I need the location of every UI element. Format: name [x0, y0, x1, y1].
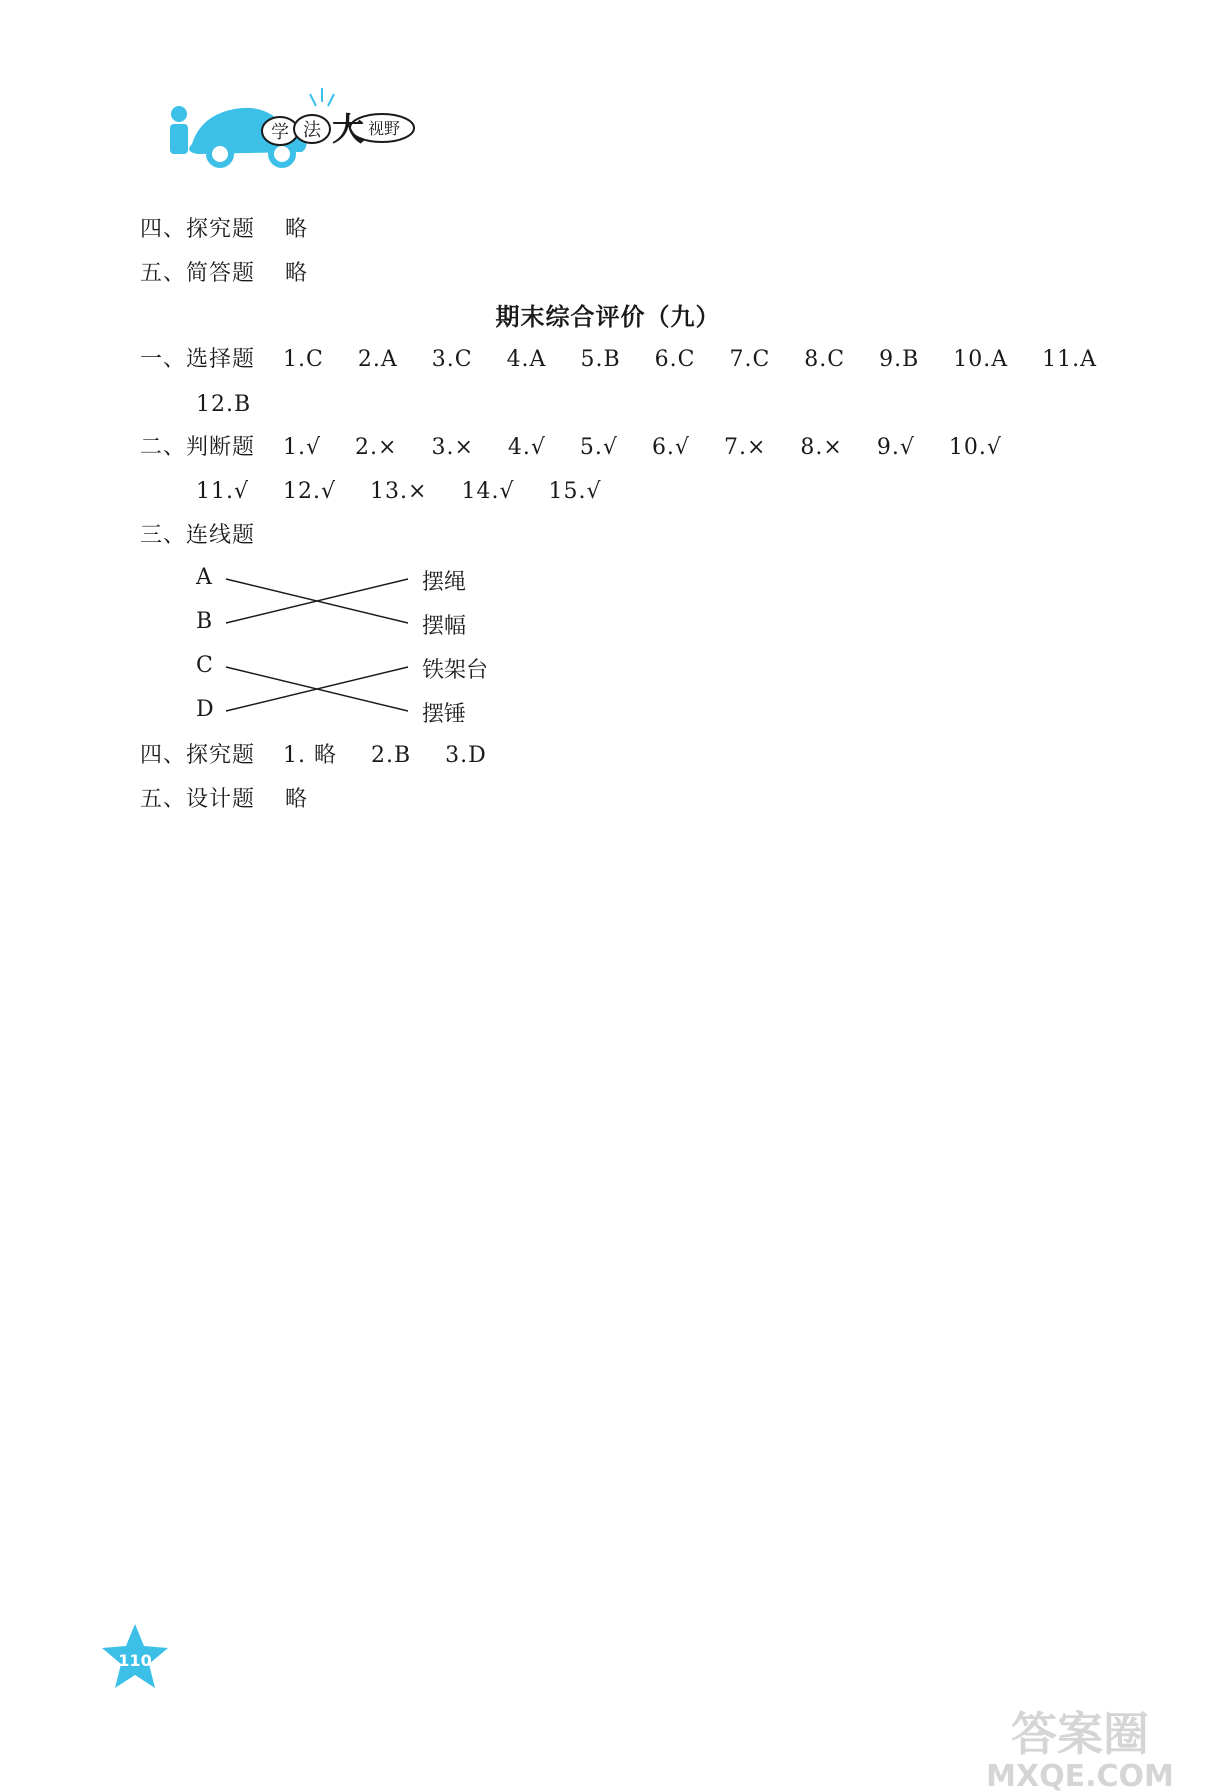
answer-item: 3.D — [445, 743, 487, 768]
answer-text: 略 — [285, 787, 309, 812]
svg-text:大: 大 — [331, 110, 365, 148]
match-right-1: 摆绳 — [422, 570, 467, 595]
section-label: 四、探究题 — [140, 217, 256, 242]
answer-item: 11.A — [1042, 347, 1098, 372]
connector-a — [226, 579, 408, 623]
header-logo — [162, 84, 432, 174]
answer-item: 9.√ — [876, 435, 915, 460]
svg-text:视野: 视野 — [367, 119, 401, 138]
match-left-c: C — [196, 653, 213, 678]
watermark — [930, 1700, 1216, 1792]
explore-line — [140, 741, 487, 771]
answer-item: 3.C — [431, 347, 473, 372]
answer-item: 2.× — [355, 435, 398, 460]
answer-item: 6.C — [654, 347, 696, 372]
section-label: 二、判断题 — [140, 435, 256, 460]
page-number: 110 — [118, 1651, 152, 1670]
answer-item: 10.√ — [948, 435, 1002, 460]
prev-explore-line — [140, 215, 308, 245]
section-label: 五、设计题 — [140, 787, 256, 812]
answer-item: 5.B — [580, 347, 621, 372]
answer-item: 1. 略 — [283, 743, 337, 768]
answer-text: 略 — [285, 217, 309, 242]
answer-item: 12.B — [196, 392, 252, 417]
answer-item: 14.√ — [461, 479, 515, 504]
section-label: 三、连线题 — [140, 523, 256, 548]
connector-b — [226, 579, 408, 623]
section-label: 五、简答题 — [140, 261, 256, 286]
answer-item: 7.C — [729, 347, 771, 372]
answer-item: 9.B — [879, 347, 920, 372]
answer-item: 8.C — [804, 347, 846, 372]
match-left-b: B — [196, 609, 213, 634]
svg-text:法: 法 — [303, 120, 321, 141]
answer-item: 1.C — [283, 347, 324, 372]
section-label: 一、选择题 — [140, 347, 256, 372]
choice-answers — [263, 347, 1097, 372]
section-label: 四、探究题 — [140, 743, 256, 768]
page-number-star — [100, 1622, 170, 1692]
match-left-a: A — [196, 565, 212, 590]
svg-text:MXQE.COM: MXQE.COM — [986, 1759, 1174, 1792]
section-title: 期末综合评价（九） — [495, 302, 721, 331]
judge-line-cont — [196, 477, 601, 507]
choice-line-cont — [196, 390, 251, 420]
connector-c — [226, 667, 408, 711]
answer-item: 6.√ — [651, 435, 690, 460]
design-line — [140, 785, 308, 815]
match-right-3: 铁架台 — [422, 658, 489, 683]
answer-item: 10.A — [953, 347, 1009, 372]
judge-answers — [263, 435, 1002, 460]
answer-text: 略 — [285, 261, 309, 286]
answer-item: 4.A — [506, 347, 547, 372]
match-right-2: 摆幅 — [422, 614, 467, 639]
svg-text:学: 学 — [271, 122, 289, 143]
match-right-4: 摆锤 — [422, 702, 467, 727]
answer-item: 2.B — [371, 743, 412, 768]
answer-item: 3.× — [431, 435, 474, 460]
judge-line — [140, 433, 1002, 463]
answer-item: 1.√ — [283, 435, 322, 460]
answer-item: 4.√ — [507, 435, 546, 460]
answer-item: 2.A — [357, 347, 398, 372]
svg-text:答案圈: 答案圈 — [1011, 1707, 1149, 1761]
answer-item: 7.× — [723, 435, 767, 460]
answer-item: 11.√ — [196, 479, 250, 504]
answer-item: 8.× — [800, 435, 843, 460]
prev-short-answer-line — [140, 259, 308, 289]
choice-line — [140, 345, 1097, 375]
answer-item: 5.√ — [579, 435, 618, 460]
answer-item: 15.√ — [548, 479, 602, 504]
match-line — [140, 521, 255, 551]
answer-item: 12.√ — [283, 479, 337, 504]
answer-item: 13.× — [370, 479, 428, 504]
match-left-d: D — [196, 697, 214, 722]
connector-d — [226, 667, 408, 711]
